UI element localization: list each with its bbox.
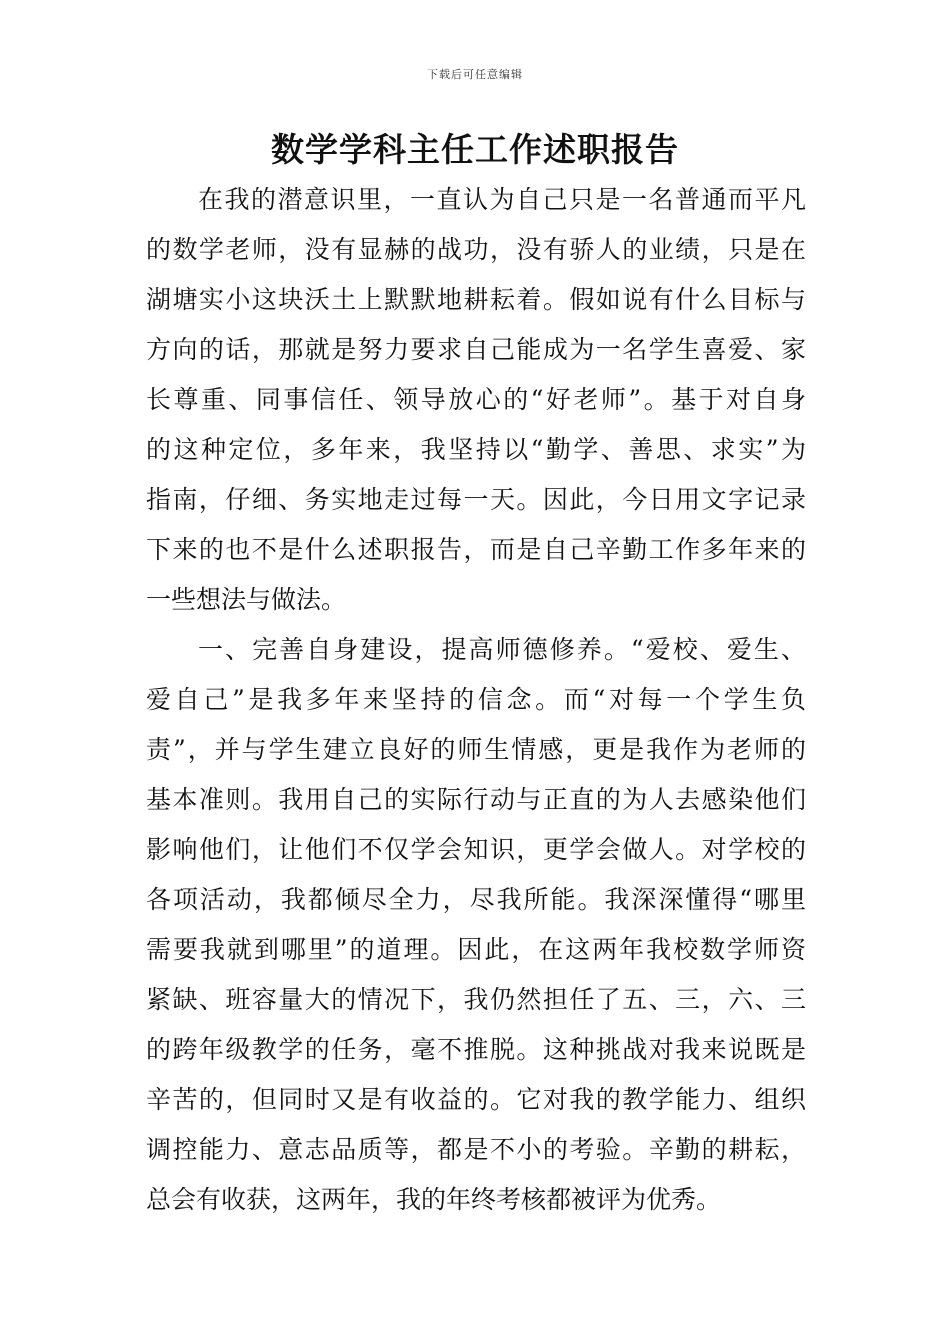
text-line: 调控能力、意志品质等，都是不小的考验。辛勤的耕耘， <box>146 1135 806 1164</box>
text-line: 长尊重、同事信任、领导放心的“好老师”。基于对自身 <box>146 385 806 414</box>
text-line: 爱自己”是我多年来坚持的信念。而“对每一个学生负 <box>146 685 806 714</box>
text-line: 辛苦的，但同时又是有收益的。它对我的教学能力、组织 <box>146 1085 806 1114</box>
text-line: 一、完善自身建设，提高师德修养。“爱校、爱生、 <box>198 635 806 664</box>
header-note: 下载后可任意编辑 <box>427 68 523 81</box>
text-line: 指南，仔细、务实地走过每一天。因此，今日用文字记录 <box>146 485 806 514</box>
paragraph-1 <box>146 175 806 625</box>
text-line: 紧缺、班容量大的情况下，我仍然担任了五、三，六、三 <box>146 985 806 1014</box>
document-title: 数学学科主任工作述职报告 <box>271 130 679 169</box>
text-line: 一些想法与做法。 <box>146 585 347 614</box>
text-line: 的跨年级教学的任务，毫不推脱。这种挑战对我来说既是 <box>146 1035 806 1064</box>
text-line: 在我的潜意识里，一直认为自己只是一名普通而平凡 <box>198 185 806 214</box>
text-line: 总会有收获，这两年，我的年终考核都被评为优秀。 <box>146 1185 722 1214</box>
text-line: 各项活动，我都倾尽全力，尽我所能。我深深懂得“哪里 <box>146 885 806 914</box>
text-line: 基本准则。我用自己的实际行动与正直的为人去感染他们 <box>146 785 806 814</box>
text-line: 的数学老师，没有显赫的战功，没有骄人的业绩，只是在 <box>146 235 806 264</box>
text-line: 湖塘实小这块沃土上默默地耕耘着。假如说有什么目标与 <box>146 285 806 314</box>
document-body <box>146 175 806 1225</box>
text-line: 的这种定位，多年来，我坚持以“勤学、善思、求实”为 <box>146 435 806 464</box>
text-line: 需要我就到哪里”的道理。因此，在这两年我校数学师资 <box>146 935 806 964</box>
text-line: 下来的也不是什么述职报告，而是自己辛勤工作多年来的 <box>146 535 806 564</box>
text-line: 责”，并与学生建立良好的师生情感，更是我作为老师的 <box>146 735 806 764</box>
text-line: 方向的话，那就是努力要求自己能成为一名学生喜爱、家 <box>146 335 806 364</box>
paragraph-2 <box>146 625 806 1225</box>
text-line: 影响他们，让他们不仅学会知识，更学会做人。对学校的 <box>146 835 806 864</box>
